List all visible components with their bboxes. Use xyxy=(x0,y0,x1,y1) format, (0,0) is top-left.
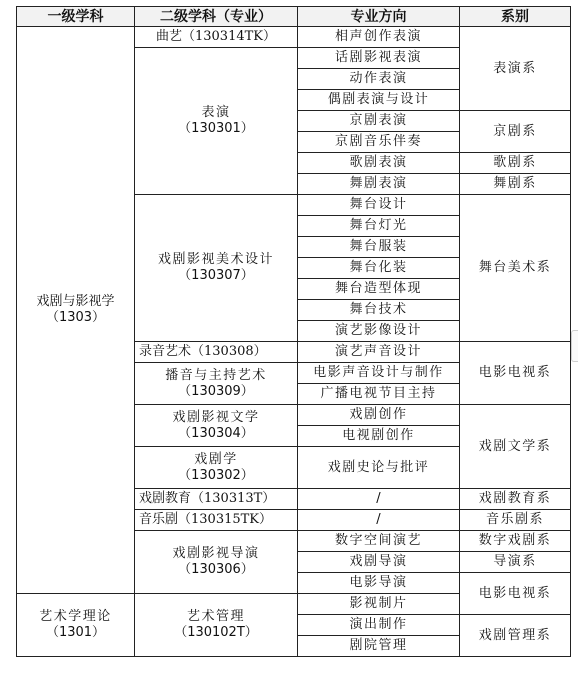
level2-jiaoyu: 戏剧教育（130313T） xyxy=(135,489,298,510)
direction-cell: 戏剧史论与批评 xyxy=(298,447,460,489)
department-wenxue: 戏剧文学系 xyxy=(460,405,571,489)
table-row xyxy=(17,27,571,48)
level2-biaoyan-cell xyxy=(135,48,298,195)
department-biaoyan: 表演系 xyxy=(460,27,571,111)
direction-cell: 京剧表演 xyxy=(298,111,460,132)
header-level1: 一级学科 xyxy=(17,7,135,27)
level2-code: （130301） xyxy=(178,121,254,136)
direction-cell: 歌剧表演 xyxy=(298,153,460,174)
direction-cell: 广播电视节目主持 xyxy=(298,384,460,405)
direction-cell: 演出制作 xyxy=(298,615,460,636)
level1-name: 戏剧与影视学 xyxy=(36,294,115,309)
direction-cell: 相声创作表演 xyxy=(298,27,460,48)
department-geju: 歌剧系 xyxy=(460,153,571,174)
level1-code: （1303） xyxy=(45,310,106,325)
direction-cell: 舞台设计 xyxy=(298,195,460,216)
direction-cell: 剧院管理 xyxy=(298,636,460,657)
direction-cell: 电视剧创作 xyxy=(298,426,460,447)
direction-cell: 电影声音设计与制作 xyxy=(298,363,460,384)
level2-meishu-cell xyxy=(135,195,298,342)
direction-cell: 动作表演 xyxy=(298,69,460,90)
level2-code: （130304） xyxy=(178,425,254,441)
level1-drama-cell xyxy=(17,27,135,594)
direction-cell: 舞台化装 xyxy=(298,258,460,279)
department-dianying-dianshi-1: 电影电视系 xyxy=(460,342,571,405)
direction-cell: 电影导演 xyxy=(298,573,460,594)
department-wuju: 舞剧系 xyxy=(460,174,571,195)
level2-name: 表演 xyxy=(201,105,231,120)
level2-code: （130307） xyxy=(178,268,254,283)
level2-code: （130306） xyxy=(178,562,254,577)
level2-daoyan-cell xyxy=(135,531,298,594)
level1-code: （1301） xyxy=(45,625,106,640)
level2-quyi: 曲艺（130314TK） xyxy=(135,27,298,48)
department-shuzi: 数字戏剧系 xyxy=(460,531,571,552)
direction-cell: 舞剧表演 xyxy=(298,174,460,195)
level1-theory-cell xyxy=(17,594,135,657)
direction-cell: 演艺影像设计 xyxy=(298,321,460,342)
direction-cell: 京剧音乐伴奏 xyxy=(298,132,460,153)
level2-name: 戏剧影视美术设计 xyxy=(157,252,274,267)
header-row xyxy=(17,7,571,27)
level2-code: （130302） xyxy=(178,467,254,483)
page xyxy=(16,6,570,657)
department-wutai: 舞台美术系 xyxy=(460,195,571,342)
direction-cell: 话剧影视表演 xyxy=(298,48,460,69)
header-direction: 专业方向 xyxy=(298,7,460,27)
department-dianying-dianshi-2: 电影电视系 xyxy=(460,573,571,615)
department-yinyueju: 音乐剧系 xyxy=(460,510,571,531)
discipline-table xyxy=(16,6,571,657)
direction-cell: / xyxy=(298,510,460,531)
level1-name: 艺术学理论 xyxy=(39,609,112,624)
direction-cell: 舞台造型体现 xyxy=(298,279,460,300)
direction-cell: 戏剧创作 xyxy=(298,405,460,426)
level2-code: （130102T） xyxy=(174,625,258,640)
direction-cell: 舞台技术 xyxy=(298,300,460,321)
level2-name: 戏剧影视导演 xyxy=(172,546,260,561)
direction-cell: / xyxy=(298,489,460,510)
direction-cell: 影视制片 xyxy=(298,594,460,615)
level2-wenxue-cell xyxy=(135,405,298,447)
level2-code: （130309） xyxy=(178,383,254,399)
level2-guanli-cell xyxy=(135,594,298,657)
direction-cell: 戏剧导演 xyxy=(298,552,460,573)
level2-name: 播音与主持艺术 xyxy=(165,367,267,383)
direction-cell: 偶剧表演与设计 xyxy=(298,90,460,111)
level2-yinyueju: 音乐剧（130315TK） xyxy=(135,510,298,531)
header-level2: 二级学科（专业） xyxy=(135,7,298,27)
direction-cell: 舞台灯光 xyxy=(298,216,460,237)
department-jingju: 京剧系 xyxy=(460,111,571,153)
department-jiaoyu: 戏剧教育系 xyxy=(460,489,571,510)
direction-cell: 数字空间演艺 xyxy=(298,531,460,552)
level2-name: 戏剧影视文学 xyxy=(172,409,260,425)
level2-xijuxue-cell xyxy=(135,447,298,489)
department-daoyan: 导演系 xyxy=(460,552,571,573)
level2-luyin: 录音艺术（130308） xyxy=(135,342,298,363)
level2-name: 艺术管理 xyxy=(186,609,245,624)
direction-cell: 舞台服装 xyxy=(298,237,460,258)
scroll-handle[interactable] xyxy=(571,330,578,362)
direction-cell: 演艺声音设计 xyxy=(298,342,460,363)
department-guanli: 戏剧管理系 xyxy=(460,615,571,657)
level2-boyin-cell xyxy=(135,363,298,405)
level2-name: 戏剧学 xyxy=(194,451,238,467)
header-department: 系别 xyxy=(460,7,571,27)
